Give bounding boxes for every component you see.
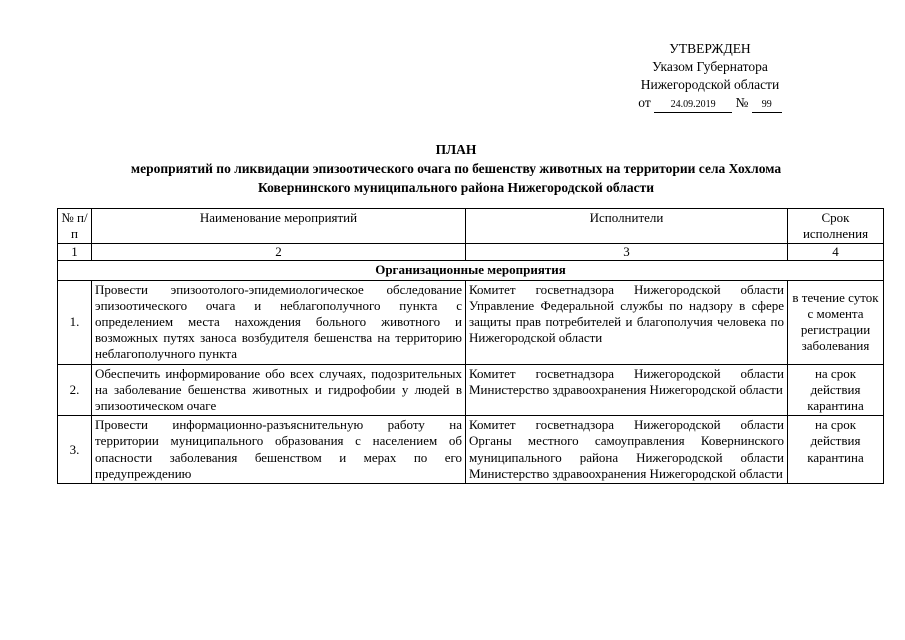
approval-date: 24.09.2019 <box>654 98 732 113</box>
row-deadline: на срок действия карантина <box>788 416 884 484</box>
row-executors <box>466 416 788 484</box>
section-title: Организационные мероприятия <box>58 261 884 280</box>
document-subtitle-2: Ковернинского муниципального района Нижегородской области <box>258 180 654 195</box>
column-number: 2 <box>92 244 466 261</box>
approval-line-2: Нижегородской области <box>640 77 780 92</box>
document-subtitle-1: мероприятий по ликвидации эпизоотического очага по бешенству животных на территории села Хохлома <box>130 161 782 176</box>
plan-table <box>57 208 884 484</box>
executor: Комитет госветнадзора Нижегородской области <box>469 281 784 297</box>
number-label: № <box>735 95 749 110</box>
row-executors <box>466 364 788 416</box>
executor: Комитет госветнадзора Нижегородской области <box>469 365 784 381</box>
row-activity: Провести эпизоотолого-эпидемиологическое обследование эпизоотического очага и неблагополучного пункта с определением места нахождения больного животного и возможных путях заноса возбудителя бешенства на территорию неблагополучного пункта <box>92 280 466 364</box>
approval-reference <box>560 94 860 113</box>
approval-number: 99 <box>752 98 782 113</box>
executor: Управление Федеральной службы по надзору в сфере защиты прав потребителей и благополучия человека по Нижегородской области <box>469 297 784 346</box>
row-executors <box>466 280 788 364</box>
row-number: 1. <box>58 280 92 364</box>
approval-stamp <box>560 40 860 113</box>
header-executors: Исполнители <box>466 209 788 244</box>
header-num: № п/п <box>58 209 92 244</box>
executor: Министерство здравоохранения Нижегородской области <box>469 381 783 397</box>
approval-line-1: Указом Губернатора <box>652 59 768 74</box>
executor: Органы местного самоуправления Ковернинского муниципального района Нижегородской области <box>469 433 784 465</box>
row-deadline: в течение суток с момента регистрации заболевания <box>788 280 884 364</box>
row-number: 2. <box>58 364 92 416</box>
executor: Комитет госветнадзора Нижегородской области <box>469 417 784 433</box>
table-row <box>58 416 884 484</box>
column-number-row <box>58 244 884 261</box>
document-title-block <box>56 140 856 197</box>
column-number: 1 <box>58 244 92 261</box>
table-row <box>58 280 884 364</box>
column-number: 4 <box>788 244 884 261</box>
row-activity: Провести информационно-разъяснительную работу на территории муниципального образования с населением об опасности заболевания бешенством и мерах по его предупреждению <box>92 416 466 484</box>
row-number: 3. <box>58 416 92 484</box>
table-row <box>58 364 884 416</box>
header-deadline: Срок исполнения <box>788 209 884 244</box>
from-label: от <box>638 95 651 110</box>
approval-title: УТВЕРЖДЕН <box>669 41 751 56</box>
header-name: Наименование мероприятий <box>92 209 466 244</box>
executor: Министерство здравоохранения Нижегородской области <box>469 465 783 481</box>
row-deadline: на срок действия карантина <box>788 364 884 416</box>
document-title: ПЛАН <box>435 142 477 157</box>
row-activity: Обеспечить информирование обо всех случаях, подозрительных на заболевание бешенства животных и гидрофобии у людей в эпизоотическом очаге <box>92 364 466 416</box>
section-row <box>58 261 884 280</box>
table-header-row <box>58 209 884 244</box>
column-number: 3 <box>466 244 788 261</box>
